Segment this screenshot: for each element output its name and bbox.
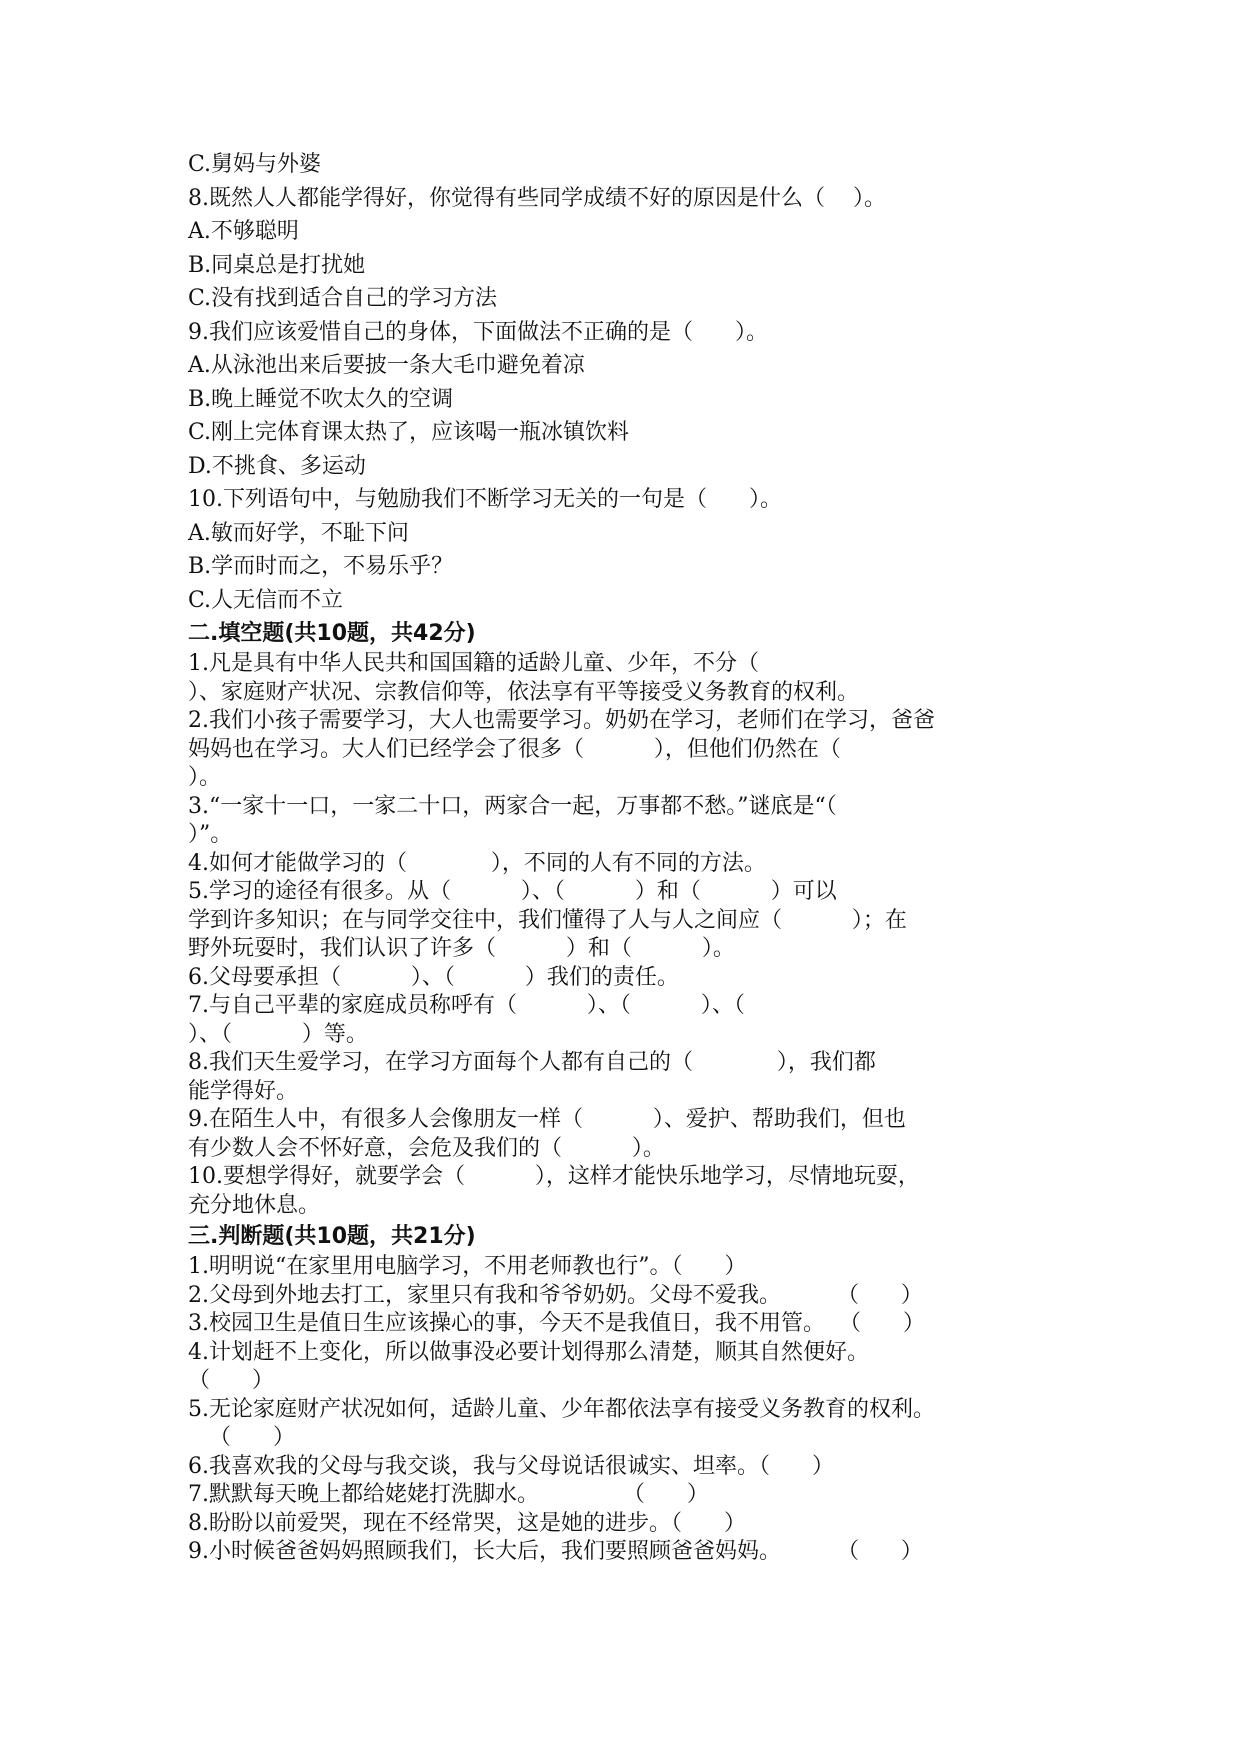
option-line: A.敏而好学，不耻下问 — [188, 520, 409, 546]
option-line: C.没有找到适合自己的学习方法 — [188, 286, 498, 311]
option-line: C.人无信而不立 — [188, 587, 344, 613]
section-title-fill-blank: 二.填空题(共10题，共42分) — [188, 621, 476, 646]
fill-blank-question: 5.学习的途径有很多。从（ ）、（ ）和（ ）可以 学到许多知识；在与同学交往中，我们懂得了人与人之间应（ ）；在 野外玩耍时，我们认识了许多（ ）和（ ）。 — [188, 879, 907, 961]
part1-tail — [188, 148, 1068, 617]
true-false-question: 6.我喜欢我的父母与我交谈，我与父母说话很诚实、坦率。（ ） — [188, 1453, 834, 1479]
section-title-true-false: 三.判断题(共10题，共21分) — [188, 1224, 476, 1249]
fill-blank-question: 8.我们天生爱学习，在学习方面每个人都有自己的（ ），我们都 能学得好。 — [188, 1050, 876, 1104]
option-line: C.刚上完体育课太热了，应该喝一瓶冰镇饮料 — [188, 420, 630, 445]
option-line: A.从泳池出来后要披一条大毛巾避免着凉 — [188, 353, 585, 378]
option-line: B.晚上睡觉不吹太久的空调 — [188, 386, 454, 412]
question-line: 10.下列语句中，与勉励我们不断学习无关的一句是（ ）。 — [188, 487, 782, 512]
fill-blank-question: 9.在陌生人中，有很多人会像朋友一样（ ）、爱护、帮助我们，但也 有少数人会不怀好意，会危及我们的（ ）。 — [188, 1107, 906, 1161]
option-line: C.舅妈与外婆 — [188, 152, 322, 177]
true-false-question: 9.小时候爸爸妈妈照顾我们，长大后，我们要照顾爸爸妈妈。 （ ） — [188, 1539, 923, 1564]
option-line: D.不挑食、多运动 — [188, 453, 366, 479]
question-line: 8.既然人人都能学得好，你觉得有些同学成绩不好的原因是什么（ ）。 — [188, 185, 886, 211]
true-false-question: 8.盼盼以前爱哭，现在不经常哭，这是她的进步。（ ） — [188, 1510, 746, 1536]
true-false-question: 3.校园卫生是值日生应该操心的事，今天不是我值日，我不用管。 （ ） — [188, 1311, 925, 1336]
fill-blank-question: 3.“一家十一口，一家二十口，两家合一起，万事都不愁。”谜底是“（ ）”。 — [188, 793, 837, 847]
fill-blank-list — [188, 650, 1068, 1220]
true-false-list — [188, 1253, 1068, 1567]
true-false-question: 4.计划赶不上变化，所以做事没必要计划得那么清楚，顺其自然便好。 （ ） — [188, 1339, 869, 1393]
fill-blank-question: 1.凡是具有中华人民共和国国籍的适龄儿童、少年，不分（ ）、家庭财产状况、宗教信仰等，依法享有平等接受义务教育的权利。 — [188, 651, 860, 705]
true-false-question: 7.默默每天晚上都给姥姥打洗脚水。 （ ） — [188, 1482, 709, 1507]
option-line: A.不够聪明 — [188, 219, 299, 244]
true-false-question: 2.父母到外地去打工，家里只有我和爷爷奶奶。父母不爱我。 （ ） — [188, 1282, 923, 1308]
exam-page — [188, 148, 1068, 1567]
fill-blank-question: 2.我们小孩子需要学习，大人也需要学习。奶奶在学习，老师们在学习，爸爸 妈妈也在学习。大人们已经学会了很多（ ），但他们仍然在（ ）。 — [188, 708, 935, 790]
option-line: B.同桌总是打扰她 — [188, 252, 366, 278]
true-false-question: 5.无论家庭财产状况如何，适龄儿童、少年都依法享有接受义务教育的权利。 （ ） — [188, 1396, 935, 1450]
fill-blank-question: 6.父母要承担（ ）、（ ）我们的责任。 — [188, 964, 679, 990]
fill-blank-question: 7.与自己平辈的家庭成员称呼有（ ）、（ ）、（ ）、（ ）等。 — [188, 993, 745, 1047]
fill-blank-question: 4.如何才能做学习的（ ），不同的人有不同的方法。 — [188, 850, 766, 876]
question-line: 9.我们应该爱惜自己的身体，下面做法不正确的是（ ）。 — [188, 319, 768, 345]
fill-blank-question: 10.要想学得好，就要学会（ ），这样才能快乐地学习，尽情地玩耍， 充分地休息。 — [188, 1164, 920, 1218]
option-line: B.学而时而之，不易乐乎？ — [188, 554, 454, 579]
true-false-question: 1.明明说“在家里用电脑学习，不用老师教也行”。（ ） — [188, 1254, 747, 1279]
